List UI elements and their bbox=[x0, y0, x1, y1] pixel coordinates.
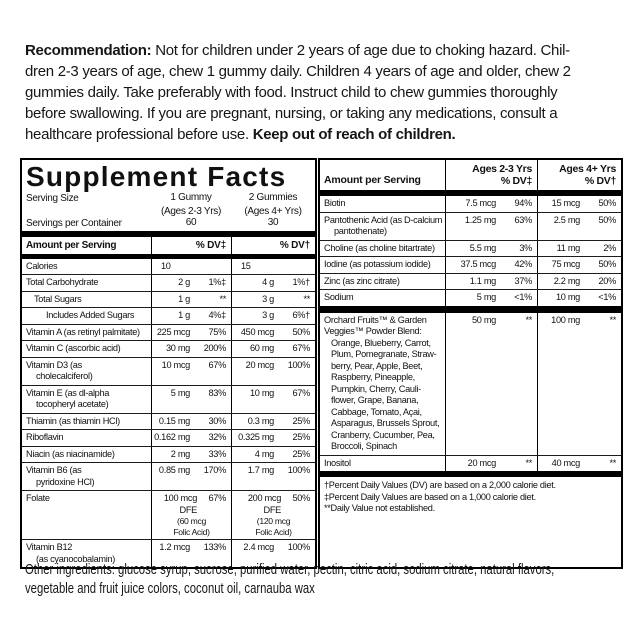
serving-age-col1: (Ages 2-3 Yrs) bbox=[160, 205, 222, 217]
table-row-vitamin-c: Vitamin C (ascorbic acid) 30 mg 200% 60 mg 67% bbox=[22, 340, 315, 357]
table-row-pantothenic-acid: Pantothenic Acid (as D-calcium pantothenate) 1.25 mg 63% 2.5 mg 50% bbox=[320, 212, 621, 240]
table-row-biotin: Biotin 7.5 mcg 94% 15 mcg 50% bbox=[320, 196, 621, 212]
table-row-inositol: Inositol 20 mcg ** 40 mcg ** bbox=[320, 455, 621, 472]
servings-count-col2: 30 bbox=[267, 217, 279, 228]
table-row-total-carbohydrate: Total Carbohydrate 2 g 1%‡ 4 g 1%† bbox=[22, 274, 315, 291]
servings-per-container-row bbox=[22, 217, 315, 231]
serving-age-col2: (Ages 4+ Yrs) bbox=[244, 205, 302, 217]
other-ingredients-line: vegetable and fruit juice colors, coconut oil, carnauba wax bbox=[25, 581, 315, 597]
serving-size-col1: 1 Gummy bbox=[170, 192, 212, 203]
blend-ingredient-list: Orchard Fruits™ & Garden Veggies™ Powder Blend: Orange, Blueberry, Carrot, Plum, Pomegranate, Straw- berry, Pear, Apple, Beet, Raspberry, Pineapple, Pumpkin, Cherry, Cauli- flower, Grape, Banana, Cabbage, Tomato, Açai, Asparagus, Brussels Sprout, Cranberry, Cucumber, Pea, Broccoli, Spinach bbox=[324, 314, 440, 451]
servings-per-container-label: Servings per Container bbox=[26, 218, 122, 229]
right-table-header-row bbox=[320, 160, 621, 190]
table-row-vitamin-b6: Vitamin B6 (as pyridoxine HCl) 0.85 mg 170% 1.7 mg 100% bbox=[22, 462, 315, 490]
keep-out-of-reach-warning: Keep out of reach of children. bbox=[252, 126, 456, 143]
other-ingredients bbox=[25, 561, 637, 599]
table-row-vitamin-b12: Vitamin B12 (as cyanocobalamin) 1.2 mcg 133% 2.4 mcg 100% bbox=[22, 539, 315, 567]
recommendation-paragraph bbox=[25, 40, 629, 145]
ages-4plus-column-header: Ages 4+ Yrs % DV† bbox=[537, 160, 621, 190]
recommendation-line: Recommendation: Not for children under 2 years of age due to choking hazard. Chil- bbox=[25, 42, 570, 59]
table-row-niacin: Niacin (as niacinamide) 2 mg 33% 4 mg 25% bbox=[22, 446, 315, 463]
footnote-dv-not-established: **Daily Value not established. bbox=[324, 503, 435, 514]
footnotes bbox=[320, 477, 621, 518]
table-row-vitamin-e: Vitamin E (as dl-alpha tocopheryl acetate) 5 mg 83% 10 mg 67% bbox=[22, 385, 315, 413]
table-row-sodium: Sodium 5 mg <1% 10 mg <1% bbox=[320, 289, 621, 306]
table-row-iodine: Iodine (as potassium iodide) 37.5 mcg 42% 75 mcg 50% bbox=[320, 256, 621, 273]
supplement-facts-table-left bbox=[20, 158, 317, 569]
table-row-zinc: Zinc (as zinc citrate) 1.1 mg 37% 2.2 mg 20% bbox=[320, 273, 621, 290]
table-row-calories: Calories 10 15 bbox=[22, 259, 315, 275]
serving-size-col2: 2 Gummies bbox=[248, 192, 298, 203]
table-row-folate: Folate 100 mcg DFE 67% (60 mcg Folic Acid) 200 mcg DFE 50% (120 mcg Folic Acid) bbox=[22, 490, 315, 539]
supplement-facts-title: Supplement Facts bbox=[26, 161, 287, 192]
other-ingredients-line: Other ingredients: glucose syrup, sucrose, purified water, pectin, citric acid, sodium citrate, natural flavors, bbox=[25, 562, 555, 578]
supplement-facts-panel bbox=[20, 158, 623, 569]
recommendation-line: gummies daily. Take preferably with food. Instruct child to chew gummies thoroughly bbox=[25, 84, 558, 101]
table-row-riboflavin: Riboflavin 0.162 mg 32% 0.325 mg 25% bbox=[22, 429, 315, 446]
recommendation-line: before swallowing. If you are pregnant, nursing, or taking any medications, consult a bbox=[25, 105, 558, 122]
servings-count-col1: 60 bbox=[185, 217, 197, 228]
supplement-facts-table-right bbox=[318, 158, 623, 569]
footnote-2000-calorie: †Percent Daily Values (DV) are based on a 2,000 calorie diet. bbox=[324, 480, 556, 490]
table-row-choline: Choline (as choline bitartrate) 5.5 mg 3% 11 mg 2% bbox=[320, 240, 621, 257]
table-row-fruit-veggie-blend: Orchard Fruits™ & Garden Veggies™ Powder Blend: Orange, Blueberry, Carrot, Plum, Pomegranate, Straw- berry, Pear, Apple, Beet, Raspberry, Pineapple, Pumpkin, Cherry, Cauli- flower, Grape, Banana, Cabbage, Tomato, Açai, Asparagus, Brussels Sprout, Cranberry, Cucumber, Pea, Broccoli, Spinach 50 mg ** 100 mg ** bbox=[320, 313, 621, 455]
table-row-added-sugars: Includes Added Sugars 1 g 4%‡ 3 g 6%† bbox=[22, 307, 315, 324]
divider-bar bbox=[320, 306, 621, 313]
ages-2-3-column-header: Ages 2-3 Yrs % DV‡ bbox=[445, 160, 537, 190]
table-row-vitamin-d3: Vitamin D3 (as cholecalciferol) 10 mcg 67% 20 mcg 100% bbox=[22, 357, 315, 385]
serving-age-row bbox=[22, 206, 315, 218]
serving-size-row bbox=[22, 192, 315, 206]
serving-size-label: Serving Size bbox=[26, 193, 79, 204]
recommendation-label: Recommendation: bbox=[25, 42, 152, 59]
table-row-thiamin: Thiamin (as thiamin HCl) 0.15 mg 30% 0.3 mg 25% bbox=[22, 413, 315, 430]
left-table-header-row bbox=[22, 237, 315, 254]
dv-header-col1: % DV‡ bbox=[195, 239, 226, 251]
amount-per-serving-header: Amount per Serving bbox=[324, 174, 421, 186]
footnote-1000-calorie: ‡Percent Daily Values are based on a 1,000 calorie diet. bbox=[324, 491, 536, 502]
amount-per-serving-header: Amount per Serving bbox=[26, 239, 117, 251]
recommendation-line: dren 2-3 years of age, chew 1 gummy daily. Children 4 years of age and older, chew 2 bbox=[25, 63, 571, 80]
table-row-total-sugars: Total Sugars 1 g ** 3 g ** bbox=[22, 291, 315, 308]
dv-header-col2: % DV† bbox=[279, 239, 310, 251]
table-row-vitamin-a: Vitamin A (as retinyl palmitate) 225 mcg 75% 450 mcg 50% bbox=[22, 324, 315, 341]
recommendation-line: healthcare professional before use. Keep out of reach of children. bbox=[25, 126, 456, 143]
